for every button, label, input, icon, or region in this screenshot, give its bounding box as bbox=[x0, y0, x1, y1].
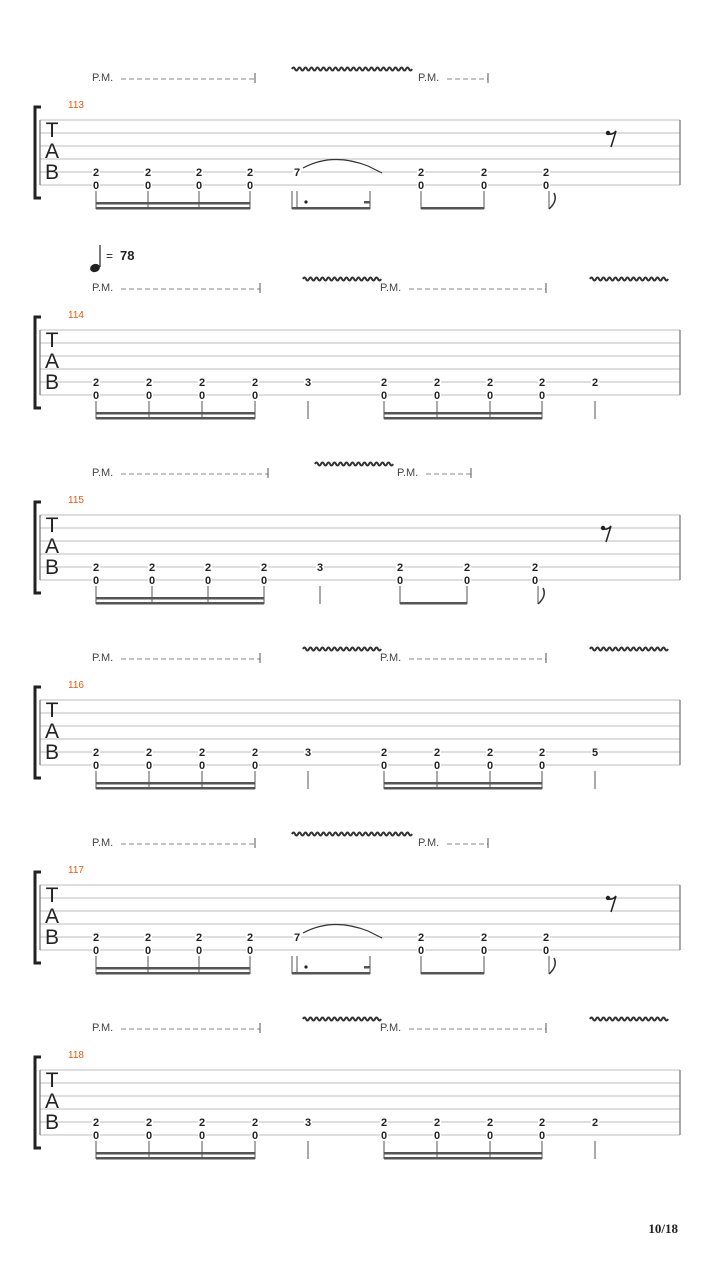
fret-number: 0 bbox=[145, 1130, 153, 1142]
fret-number: 3 bbox=[304, 747, 312, 759]
fret-number: 2 bbox=[433, 1117, 441, 1129]
fret-number: 2 bbox=[251, 1117, 259, 1129]
tab-clef-letter: B bbox=[44, 926, 60, 949]
fret-number: 0 bbox=[380, 1130, 388, 1142]
fret-number: 2 bbox=[380, 1117, 388, 1129]
tab-clef-letter: B bbox=[44, 741, 60, 764]
beam bbox=[384, 1157, 542, 1160]
fret-number: 0 bbox=[148, 575, 156, 587]
fret-number: 2 bbox=[92, 562, 100, 574]
fret-number: 0 bbox=[531, 575, 539, 587]
fret-number: 2 bbox=[198, 747, 206, 759]
fret-number: 0 bbox=[251, 1130, 259, 1142]
fret-number: 0 bbox=[92, 390, 100, 402]
beam bbox=[96, 412, 255, 415]
measure-number: 114 bbox=[68, 310, 84, 321]
fret-number: 0 bbox=[246, 180, 254, 192]
fret-number: 0 bbox=[417, 945, 425, 957]
fret-number: 2 bbox=[92, 1117, 100, 1129]
slur-arc bbox=[303, 924, 382, 938]
beam bbox=[400, 602, 467, 605]
fret-number: 2 bbox=[145, 377, 153, 389]
beam bbox=[384, 787, 542, 790]
beam bbox=[96, 967, 250, 970]
fret-number: 0 bbox=[486, 1130, 494, 1142]
tab-system-118 bbox=[35, 1018, 680, 1160]
beam bbox=[292, 207, 370, 210]
palm-mute-label: P.M. bbox=[92, 1022, 114, 1034]
fret-number: 2 bbox=[480, 932, 488, 944]
fret-number: 0 bbox=[195, 180, 203, 192]
fret-number: 2 bbox=[251, 747, 259, 759]
fret-number: 0 bbox=[92, 945, 100, 957]
fret-number: 0 bbox=[198, 1130, 206, 1142]
vibrato-mark bbox=[315, 463, 393, 466]
fret-number: 0 bbox=[538, 760, 546, 772]
tab-clef-letter: A bbox=[44, 140, 60, 163]
tab-system-117 bbox=[35, 833, 680, 975]
fret-number: 2 bbox=[198, 1117, 206, 1129]
beam bbox=[421, 207, 484, 210]
fret-number: 2 bbox=[433, 377, 441, 389]
fret-number: 0 bbox=[433, 390, 441, 402]
beam bbox=[421, 972, 484, 975]
fret-number: 0 bbox=[538, 1130, 546, 1142]
fret-number: 0 bbox=[144, 945, 152, 957]
partial-beam bbox=[364, 201, 370, 204]
page-number: 10/18 bbox=[648, 1221, 678, 1236]
fret-number: 0 bbox=[204, 575, 212, 587]
quarter-note-icon bbox=[89, 263, 101, 274]
palm-mute-label: P.M. bbox=[380, 1022, 402, 1034]
fret-number: 3 bbox=[304, 1117, 312, 1129]
fret-number: 0 bbox=[92, 760, 100, 772]
eighth-flag bbox=[549, 193, 555, 209]
tab-clef-letter: B bbox=[44, 1111, 60, 1134]
fret-number: 3 bbox=[304, 377, 312, 389]
fret-number: 0 bbox=[396, 575, 404, 587]
palm-mute-label: P.M. bbox=[92, 467, 114, 479]
fret-number: 2 bbox=[538, 747, 546, 759]
vibrato-mark bbox=[303, 278, 381, 281]
fret-number: 2 bbox=[92, 167, 100, 179]
fret-number: 2 bbox=[542, 932, 550, 944]
beam bbox=[384, 782, 542, 785]
fret-number: 2 bbox=[417, 932, 425, 944]
fret-number: 2 bbox=[195, 932, 203, 944]
fret-number: 0 bbox=[542, 180, 550, 192]
tab-clef-letter: T bbox=[45, 1069, 59, 1092]
fret-number: 0 bbox=[251, 760, 259, 772]
fret-number: 2 bbox=[195, 167, 203, 179]
tempo-bpm: 78 bbox=[120, 248, 135, 263]
eighth-flag bbox=[549, 958, 555, 974]
beam bbox=[292, 972, 370, 975]
fret-number: 2 bbox=[486, 1117, 494, 1129]
fret-number: 2 bbox=[246, 932, 254, 944]
fret-number: 2 bbox=[531, 562, 539, 574]
fret-number: 2 bbox=[144, 167, 152, 179]
tab-clef-letter: A bbox=[44, 535, 60, 558]
palm-mute-label: P.M. bbox=[397, 467, 419, 479]
fret-number: 2 bbox=[480, 167, 488, 179]
fret-number: 2 bbox=[486, 747, 494, 759]
fret-number: 0 bbox=[480, 180, 488, 192]
fret-number: 2 bbox=[463, 562, 471, 574]
palm-mute-label: P.M. bbox=[380, 652, 402, 664]
fret-number: 2 bbox=[144, 932, 152, 944]
tab-clef-letter: A bbox=[44, 905, 60, 928]
fret-number: 0 bbox=[433, 760, 441, 772]
fret-number: 0 bbox=[92, 575, 100, 587]
fret-number: 2 bbox=[148, 562, 156, 574]
fret-number: 0 bbox=[538, 390, 546, 402]
fret-number: 2 bbox=[92, 377, 100, 389]
tab-system-115 bbox=[35, 463, 680, 605]
palm-mute-label: P.M. bbox=[418, 837, 440, 849]
beam bbox=[96, 597, 264, 600]
fret-number: 2 bbox=[92, 932, 100, 944]
measure-number: 118 bbox=[68, 1050, 84, 1061]
tab-clef-letter: A bbox=[44, 350, 60, 373]
fret-number: 0 bbox=[145, 760, 153, 772]
fret-number: 2 bbox=[538, 1117, 546, 1129]
palm-mute-label: P.M. bbox=[380, 282, 402, 294]
fret-number: 5 bbox=[591, 747, 599, 759]
fret-number: 2 bbox=[198, 377, 206, 389]
tab-clef-letter: B bbox=[44, 556, 60, 579]
fret-number: 0 bbox=[198, 390, 206, 402]
beam bbox=[96, 787, 255, 790]
fret-number: 0 bbox=[433, 1130, 441, 1142]
tab-system-113 bbox=[35, 68, 680, 210]
palm-mute-label: P.M. bbox=[418, 72, 440, 84]
fret-number: 0 bbox=[380, 390, 388, 402]
palm-mute-label: P.M. bbox=[92, 837, 114, 849]
fret-number: 2 bbox=[251, 377, 259, 389]
fret-number: 0 bbox=[380, 760, 388, 772]
fret-number: 0 bbox=[463, 575, 471, 587]
vibrato-mark bbox=[590, 278, 668, 281]
dot bbox=[304, 200, 307, 203]
fret-number: 2 bbox=[260, 562, 268, 574]
beam bbox=[384, 417, 542, 420]
beam bbox=[96, 782, 255, 785]
fret-number: 2 bbox=[591, 1117, 599, 1129]
fret-number: 7 bbox=[293, 167, 301, 179]
beam bbox=[96, 417, 255, 420]
fret-number: 7 bbox=[293, 932, 301, 944]
vibrato-mark bbox=[292, 68, 412, 71]
eighth-flag bbox=[538, 588, 544, 604]
fret-number: 0 bbox=[486, 390, 494, 402]
fret-number: 2 bbox=[538, 377, 546, 389]
fret-number: 2 bbox=[380, 377, 388, 389]
tab-clef-letter: T bbox=[45, 699, 59, 722]
fret-number: 0 bbox=[260, 575, 268, 587]
fret-number: 2 bbox=[145, 747, 153, 759]
partial-beam bbox=[364, 966, 370, 969]
fret-number: 3 bbox=[316, 562, 324, 574]
fret-number: 0 bbox=[246, 945, 254, 957]
fret-number: 0 bbox=[92, 1130, 100, 1142]
fret-number: 2 bbox=[145, 1117, 153, 1129]
fret-number: 0 bbox=[486, 760, 494, 772]
fret-number: 0 bbox=[145, 390, 153, 402]
tempo-equals: = bbox=[106, 249, 114, 263]
fret-number: 2 bbox=[204, 562, 212, 574]
beam bbox=[96, 602, 264, 605]
palm-mute-label: P.M. bbox=[92, 72, 114, 84]
fret-number: 0 bbox=[144, 180, 152, 192]
fret-number: 0 bbox=[198, 760, 206, 772]
fret-number: 2 bbox=[396, 562, 404, 574]
tab-clef-letter: T bbox=[45, 119, 59, 142]
measure-number: 116 bbox=[68, 680, 84, 691]
fret-number: 0 bbox=[417, 180, 425, 192]
fret-number: 0 bbox=[542, 945, 550, 957]
fret-number: 0 bbox=[251, 390, 259, 402]
beam bbox=[96, 1152, 255, 1155]
beam bbox=[96, 207, 250, 210]
tab-clef-letter: B bbox=[44, 371, 60, 394]
tab-clef-letter: T bbox=[45, 884, 59, 907]
vibrato-mark bbox=[590, 1018, 668, 1021]
slur-arc bbox=[303, 159, 382, 173]
fret-number: 2 bbox=[417, 167, 425, 179]
fret-number: 2 bbox=[380, 747, 388, 759]
vibrato-mark bbox=[590, 648, 668, 651]
tab-clef-letter: T bbox=[45, 329, 59, 352]
dot bbox=[304, 965, 307, 968]
measure-number: 117 bbox=[68, 865, 84, 876]
beam bbox=[384, 1152, 542, 1155]
vibrato-mark bbox=[303, 648, 381, 651]
vibrato-mark bbox=[303, 1018, 381, 1021]
beam bbox=[96, 1157, 255, 1160]
measure-number: 115 bbox=[68, 495, 84, 506]
fret-number: 0 bbox=[195, 945, 203, 957]
vibrato-mark bbox=[292, 833, 412, 836]
fret-number: 2 bbox=[92, 747, 100, 759]
fret-number: 2 bbox=[591, 377, 599, 389]
beam bbox=[96, 202, 250, 205]
measure-number: 113 bbox=[68, 100, 84, 111]
tab-system-114 bbox=[35, 245, 680, 420]
fret-number: 2 bbox=[486, 377, 494, 389]
tab-clef-letter: B bbox=[44, 161, 60, 184]
tab-clef-letter: A bbox=[44, 720, 60, 743]
tab-clef-letter: T bbox=[45, 514, 59, 537]
beam bbox=[96, 972, 250, 975]
palm-mute-label: P.M. bbox=[92, 282, 114, 294]
palm-mute-label: P.M. bbox=[92, 652, 114, 664]
fret-number: 0 bbox=[480, 945, 488, 957]
fret-number: 0 bbox=[92, 180, 100, 192]
beam bbox=[384, 412, 542, 415]
tab-system-116 bbox=[35, 648, 680, 790]
fret-number: 2 bbox=[542, 167, 550, 179]
tab-clef-letter: A bbox=[44, 1090, 60, 1113]
fret-number: 2 bbox=[433, 747, 441, 759]
fret-number: 2 bbox=[246, 167, 254, 179]
